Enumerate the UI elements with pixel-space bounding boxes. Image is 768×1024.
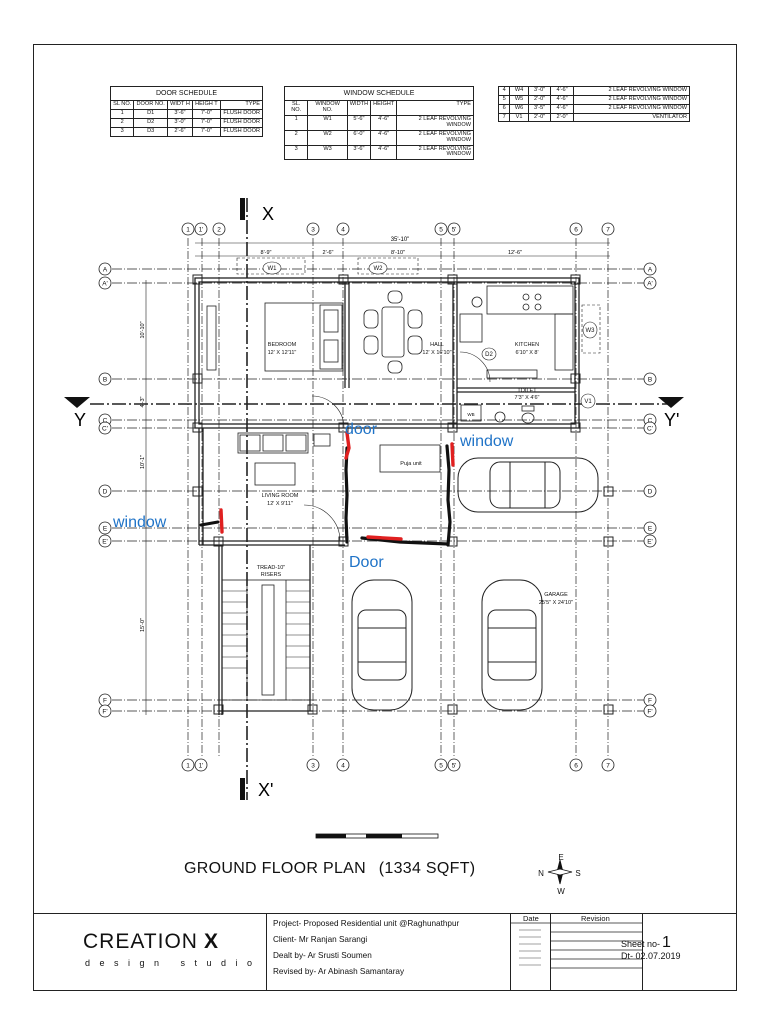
table-cell: SL NO. bbox=[111, 101, 134, 110]
wash-basin-label: WB bbox=[467, 412, 475, 417]
window-outlines bbox=[237, 258, 600, 353]
grid-letter-right: A bbox=[647, 266, 653, 274]
compass-w: W bbox=[557, 887, 565, 896]
section-x-label: X bbox=[262, 204, 275, 224]
kitchen-label: KITCHEN bbox=[514, 342, 540, 348]
table-cell: 2'-0" bbox=[528, 95, 550, 104]
markup-red-door-bottom bbox=[368, 537, 401, 539]
grid-number-bottom: 4 bbox=[341, 762, 345, 770]
markup-black-wall-right bbox=[447, 446, 450, 545]
grid-bubbles bbox=[99, 223, 656, 771]
markup-red-window-left bbox=[221, 510, 222, 532]
table-cell: 2 LEAF REVOLVING WINDOW bbox=[573, 95, 689, 104]
table-cell: 2 LEAF REVOLVING WINDOW bbox=[397, 130, 474, 145]
dimension-top-2: 2'-6" bbox=[322, 250, 334, 256]
table-cell: DOOR NO. bbox=[134, 101, 168, 110]
table-cell: WIDTH bbox=[347, 101, 370, 116]
table-cell: 6 bbox=[499, 104, 510, 113]
revised-by-line: Revised by- Ar Abinash Samantaray bbox=[273, 967, 405, 976]
annotation-door-top: door bbox=[345, 421, 378, 438]
hall-label: HALL bbox=[430, 342, 444, 348]
grid-bubble-labels bbox=[102, 227, 653, 770]
stair-treads bbox=[222, 591, 310, 668]
garage-label: GARAGE bbox=[544, 592, 568, 598]
table-cell: 1 bbox=[285, 116, 308, 131]
table-cell: D2 bbox=[134, 119, 168, 128]
client-line: Client- Mr Ranjan Sarangi bbox=[273, 935, 368, 944]
table-cell: 2 LEAF REVOLVING WINDOW bbox=[573, 104, 689, 113]
grid-letter-left: D bbox=[102, 488, 108, 496]
table-cell: HEIGH T bbox=[193, 101, 221, 110]
table-cell: 2'-0" bbox=[551, 113, 573, 122]
table-cell: W4 bbox=[510, 87, 529, 96]
living-room-size: 12' X 9'11" bbox=[267, 501, 293, 507]
table-cell: 4'-6" bbox=[551, 104, 573, 113]
table-cell: 2'-6" bbox=[167, 127, 192, 136]
w3-tag: W3 bbox=[585, 328, 595, 334]
staircase bbox=[222, 580, 310, 700]
table-cell: 3'-0" bbox=[167, 119, 192, 128]
grid-number-bottom: 6 bbox=[574, 762, 578, 770]
grid-number-top: 6 bbox=[574, 226, 578, 234]
compass-n: N bbox=[538, 869, 544, 878]
table-cell: 3 bbox=[285, 145, 308, 160]
stair-risers-label: RISERS bbox=[260, 572, 282, 578]
car-garage-left bbox=[352, 580, 412, 710]
compass-e: E bbox=[558, 853, 564, 862]
table-cell: 3'-6" bbox=[167, 110, 192, 119]
puja-unit bbox=[380, 445, 440, 472]
dining-table bbox=[364, 291, 422, 373]
section-y-prime-marker bbox=[658, 397, 684, 408]
car-garage-right bbox=[482, 580, 542, 710]
table-cell: D3 bbox=[134, 127, 168, 136]
structural-columns bbox=[193, 275, 613, 714]
scale-bar bbox=[316, 834, 438, 838]
table-cell: 5'-6" bbox=[347, 116, 370, 131]
living-room-label: LIVING ROOM bbox=[261, 493, 299, 499]
table-cell: 7'-0" bbox=[193, 119, 221, 128]
title-block-date-cell bbox=[511, 914, 551, 991]
table-cell: 7'-0" bbox=[193, 127, 221, 136]
table-cell: W1 bbox=[308, 116, 347, 131]
section-x-prime-marker bbox=[240, 778, 245, 800]
table-cell: 4'-6" bbox=[371, 145, 397, 160]
table-cell: FLUSH DOOR bbox=[220, 110, 262, 119]
plan-title-text: GROUND FLOOR PLAN bbox=[184, 860, 367, 877]
dealt-by-line: Dealt by- Ar Srusti Soumen bbox=[273, 951, 372, 960]
section-y-label: Y bbox=[74, 410, 87, 430]
title-block-project-cell bbox=[267, 914, 511, 991]
w1-tag: W1 bbox=[267, 266, 277, 272]
sheet-date: Dt- 02.07.2019 bbox=[621, 951, 681, 961]
table-cell: 3'-5" bbox=[528, 104, 550, 113]
kitchen-counter bbox=[460, 286, 573, 378]
table-cell: SL. NO. bbox=[285, 101, 308, 116]
grid-letter-left: E' bbox=[102, 538, 108, 546]
v1-tag: V1 bbox=[584, 399, 592, 405]
table-cell: 2 bbox=[285, 130, 308, 145]
table-cell: FLUSH DOOR bbox=[220, 127, 262, 136]
dimension-top-1: 8'-9" bbox=[260, 250, 272, 256]
sheet-number-value: 1 bbox=[662, 934, 671, 951]
title-block-logo-cell bbox=[33, 914, 267, 991]
section-x-marker bbox=[240, 198, 245, 220]
table-cell: W3 bbox=[308, 145, 347, 160]
bedroom-bed bbox=[207, 303, 343, 371]
dimension-side-4: 15'-0" bbox=[140, 617, 146, 633]
dimension-side-2: 4'-3" bbox=[140, 396, 146, 408]
w2-tag: W2 bbox=[373, 266, 383, 272]
table-cell: 3 bbox=[111, 127, 134, 136]
grid-number-bottom: 3 bbox=[311, 762, 315, 770]
grid-number-top: 7 bbox=[606, 226, 610, 234]
table-cell: W2 bbox=[308, 130, 347, 145]
table-cell: WINDOW NO. bbox=[308, 101, 347, 116]
table-cell: VENTILATOR bbox=[573, 113, 689, 122]
plan-title bbox=[184, 860, 475, 878]
table-cell: 5 bbox=[499, 95, 510, 104]
grid-number-bottom: 5 bbox=[439, 762, 443, 770]
table-cell: 7 bbox=[499, 113, 510, 122]
garage-size: 25'5" X 24'10" bbox=[538, 600, 574, 606]
grid-letter-right: E' bbox=[647, 538, 653, 546]
table-cell: 6'-0" bbox=[347, 130, 370, 145]
table-cell: 2'-0" bbox=[528, 113, 550, 122]
grid-letter-right: F' bbox=[647, 708, 653, 716]
grid-number-top: 2 bbox=[217, 226, 221, 234]
grid-number-top: 5 bbox=[439, 226, 443, 234]
grid-number-bottom: 7 bbox=[606, 762, 610, 770]
firm-logo bbox=[83, 930, 219, 954]
plan-area: (1334 SQFT) bbox=[378, 860, 476, 877]
markup-red-window-right bbox=[452, 444, 453, 465]
hall-size: 12' X 16'10" bbox=[422, 350, 452, 356]
date-header: Date bbox=[523, 914, 539, 923]
dimension-side-3: 10'-1" bbox=[140, 454, 146, 470]
revision-header: Revision bbox=[581, 914, 610, 923]
annotation-window-left: window bbox=[113, 514, 167, 531]
window-schedule-title: WINDOW SCHEDULE bbox=[285, 87, 474, 101]
grid-number-bottom: 5' bbox=[451, 762, 457, 770]
toilet-label: TOILET bbox=[517, 388, 537, 394]
firm-subtitle: design studio bbox=[85, 958, 262, 968]
stair-tread-label: TREAD-10" bbox=[256, 565, 286, 571]
table-cell: 2 LEAF REVOLVING WINDOW bbox=[397, 116, 474, 131]
grid-letter-right: B bbox=[647, 376, 653, 384]
section-y-marker bbox=[64, 397, 90, 408]
grid-letter-left: F' bbox=[102, 708, 108, 716]
table-cell: 4'-6" bbox=[551, 95, 573, 104]
living-room-sofa bbox=[238, 433, 330, 485]
table-cell: 1 bbox=[111, 110, 134, 119]
table-cell: W6 bbox=[510, 104, 529, 113]
table-cell: 4'-6" bbox=[371, 116, 397, 131]
grid-letter-right: C bbox=[647, 417, 653, 425]
d2-tag: D2 bbox=[485, 352, 493, 358]
grid-number-top: 3 bbox=[311, 226, 315, 234]
grid-letter-left: E bbox=[102, 525, 108, 533]
table-cell: TYPE bbox=[397, 101, 474, 116]
table-cell: 4'-6" bbox=[551, 87, 573, 96]
grid-letter-left: C bbox=[102, 417, 108, 425]
table-cell: 2 bbox=[111, 119, 134, 128]
dimension-top-4: 12'-6" bbox=[507, 250, 523, 256]
table-cell: 7'-0" bbox=[193, 110, 221, 119]
date-rows bbox=[511, 914, 551, 991]
table-cell: D1 bbox=[134, 110, 168, 119]
table-cell: 3'-6" bbox=[347, 145, 370, 160]
kitchen-size: 6'10" X 8' bbox=[515, 350, 539, 356]
table-cell: TYPE bbox=[220, 101, 262, 110]
annotation-window-right: window bbox=[460, 433, 514, 450]
markup-black-wall-left bbox=[346, 448, 347, 542]
grid-letter-left: A bbox=[102, 266, 108, 274]
car-right-of-hall bbox=[458, 458, 598, 512]
grid-number-top: 1 bbox=[186, 226, 190, 234]
table-cell: V1 bbox=[510, 113, 529, 122]
grid-number-top: 4 bbox=[341, 226, 345, 234]
bedroom-label: BEDROOM bbox=[267, 342, 297, 348]
grid-letter-left: F bbox=[103, 697, 107, 705]
table-cell: HEIGHT bbox=[371, 101, 397, 116]
grid-letter-left: C' bbox=[102, 425, 108, 433]
grid-letter-left: A' bbox=[102, 280, 108, 288]
grid-letter-left: B bbox=[102, 376, 108, 384]
grid-number-top: 1' bbox=[198, 226, 204, 234]
grid-number-bottom: 1' bbox=[198, 762, 204, 770]
firm-name: CREATION bbox=[83, 930, 198, 953]
table-cell: 4 bbox=[499, 87, 510, 96]
section-x-prime-label: X' bbox=[258, 780, 274, 800]
table-cell: WIDT H bbox=[167, 101, 192, 110]
firm-name-x: X bbox=[203, 930, 219, 953]
overall-dimension: 35'-10" bbox=[390, 237, 410, 243]
grid-letter-right: F bbox=[648, 697, 652, 705]
toilet-size: 7'3" X 4'6" bbox=[514, 395, 540, 401]
table-cell: 4'-6" bbox=[371, 130, 397, 145]
puja-unit-label: Puja unit bbox=[400, 461, 422, 467]
grid-letter-right: E bbox=[647, 525, 653, 533]
table-cell: 2 LEAF REVOLVING WINDOW bbox=[397, 145, 474, 160]
compass-icon bbox=[548, 860, 572, 884]
annotation-door-bottom: Door bbox=[349, 554, 384, 571]
table-cell: FLUSH DOOR bbox=[220, 119, 262, 128]
sheet-number bbox=[621, 934, 671, 952]
section-y-prime-label: Y' bbox=[664, 410, 680, 430]
project-line: Project- Proposed Residential unit @Raghunathpur bbox=[273, 919, 460, 928]
table-cell: 3'-0" bbox=[528, 87, 550, 96]
table-cell: W5 bbox=[510, 95, 529, 104]
grid-letter-right: C' bbox=[647, 425, 653, 433]
grid-letter-right: D bbox=[647, 488, 653, 496]
door-schedule-title: DOOR SCHEDULE bbox=[111, 87, 263, 101]
grid-number-bottom: 1 bbox=[186, 762, 190, 770]
compass-s: S bbox=[575, 869, 581, 878]
grid-number-top: 5' bbox=[451, 226, 457, 234]
sheet-number-label: Sheet no- bbox=[621, 939, 661, 949]
grid-letter-right: A' bbox=[647, 280, 653, 288]
dimension-side-1: 10'-10" bbox=[140, 321, 146, 339]
bedroom-size: 12' X 12'11" bbox=[267, 350, 297, 356]
table-cell: 2 LEAF REVOLVING WINDOW bbox=[573, 87, 689, 96]
dimension-top-3: 8'-10" bbox=[390, 250, 406, 256]
